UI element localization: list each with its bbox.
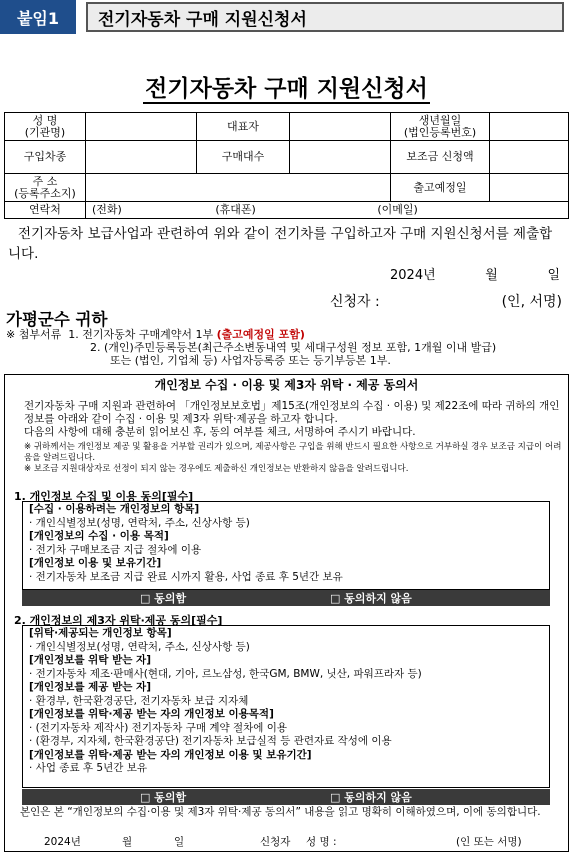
application-statement: 전기자동차 보급사업과 관련하여 위와 같이 전기차를 구입하고자 구매 지원신청서를 제출합니다. xyxy=(8,226,553,262)
header-title-box xyxy=(86,2,564,32)
sign-day: 일 xyxy=(174,836,185,848)
attach-item2-b: 또는 (법인, 기업체 등) 사업자등록증 또는 등기부등본 1부. xyxy=(110,354,391,367)
consent-intro-1: 전기자동차 구매 지원과 관련하여 「개인정보보호법」제15조(개인정보의 수집 · 이용) 및 제22조에 따라 귀하의 개인정보를 아래와 같이 수집 · 이용 및 제3자 위탁·제공을 하고자 합니다. xyxy=(24,400,560,425)
consent-note-2: ※ 보조금 지원대상자로 선정이 되지 않는 경우에도 제출하신 개인정보는 반환하지 않음을 알려드립니다. xyxy=(24,464,409,474)
birth-input-cell[interactable] xyxy=(490,113,569,141)
sec1-heading-items: [수집 · 이용하려는 개인정보의 항목] xyxy=(29,503,200,515)
attachments xyxy=(6,328,566,367)
name-label-cell xyxy=(5,113,86,141)
sign-stamp: (인 또는 서명) xyxy=(456,836,522,848)
consent-intro-2: 다음의 사항에 대해 충분히 읽어보신 후, 동의 여부를 체크, 서명하여 주시기 바랍니다. xyxy=(24,426,416,438)
date-day: 일 xyxy=(547,268,560,283)
birth-sublabel: (법인등록번호) xyxy=(403,125,477,139)
sec2-value-purpose-a: · (전기자동차 제작사) 전기자동차 구매 계약 절차에 이용 xyxy=(29,721,288,734)
sec1-value-purpose: · 전기차 구매보조금 지급 절차에 이용 xyxy=(29,543,202,556)
sec2-heading-purpose: [개인정보를 위탁·제공 받는 자의 개인정보 이용목적] xyxy=(29,708,274,720)
sec1-heading-purpose: [개인정보의 수집 · 이용 목적] xyxy=(29,530,169,542)
address-label: 주 소 xyxy=(32,174,58,188)
applicant-label: 신청자 : xyxy=(330,294,380,310)
consent-title: 개인정보 수집 · 이용 및 제3자 위탁 · 제공 동의서 xyxy=(154,378,419,392)
attach-item1: 1. 전기자동차 구매계약서 1부 xyxy=(68,328,214,341)
consent-intro xyxy=(24,400,564,439)
sec2-value-period: · 사업 종료 후 5년간 보유 xyxy=(29,762,147,774)
subsidy-label: 보조금 신청액 xyxy=(391,141,490,174)
section1-box xyxy=(22,501,550,590)
sign-applicant: 신청자 xyxy=(260,836,291,848)
contact-input-cell[interactable] xyxy=(86,202,569,219)
applicant-sign: (인, 서명) xyxy=(501,294,562,310)
subsidy-input-cell[interactable] xyxy=(490,141,569,174)
birth-label: 생년월일 xyxy=(418,113,462,127)
sec1-heading-period: [개인정보 이용 및 보유기간] xyxy=(29,557,162,569)
sec1-disagree-checkbox[interactable]: □ 동의하지 않음 xyxy=(330,592,412,605)
qty-label: 구매대수 xyxy=(197,141,290,174)
sign-year: 2024년 xyxy=(44,836,81,848)
date-year: 2024년 xyxy=(390,268,436,283)
mobile-label: (휴대폰) xyxy=(215,203,256,216)
attach-item1-note: (출고예정일 포함) xyxy=(216,328,305,341)
sec1-value-period: · 전기자동차 보조금 지급 완료 시까지 활용, 사업 종료 후 5년간 보유 xyxy=(29,570,343,583)
document-title xyxy=(0,70,573,103)
consent-note-1: ※ 귀하께서는 개인정보 제공 및 활용을 거부할 권리가 있으며, 제공사항은 구입을 위해 반드시 필요한 사항으로 거부하실 경우 보조금 지급이 어려움을 알려드립니다. xyxy=(24,442,562,463)
section2-title: 2. 개인정보의 제3자 위탁·제공 동의[필수] xyxy=(14,614,223,627)
qty-input-cell[interactable] xyxy=(290,141,391,174)
section2-agree-bar xyxy=(22,789,550,805)
name-input-cell[interactable] xyxy=(86,113,197,141)
sec2-agree-checkbox[interactable]: □ 동의함 xyxy=(140,791,187,804)
address-input-cell[interactable] xyxy=(86,174,391,202)
email-label: (이메일) xyxy=(377,203,418,216)
date-month: 월 xyxy=(485,268,498,283)
consent-final-statement: 본인은 본 “개인정보의 수집·이용 및 제3자 위탁·제공 동의서” 내용을 읽고 명확히 이해하였으며, 이에 동의합니다. xyxy=(20,806,541,818)
sign-month: 월 xyxy=(122,836,133,848)
recipient: 가평군수 귀하 xyxy=(6,310,108,329)
delivery-input-cell[interactable] xyxy=(490,174,569,202)
sec2-value-recipient: · 환경부, 한국환경공단, 전기자동차 보급 지자체 xyxy=(29,694,249,707)
sec2-value-purpose-b: · (환경부, 지자체, 한국환경공단) 전기자동차 보급실적 등 관련자료 작성에 이용 xyxy=(29,735,392,747)
phone-label: (전화) xyxy=(92,203,122,216)
rep-label: 대표자 xyxy=(197,113,290,141)
applicant-info-table xyxy=(4,112,569,219)
sec2-value-entrustee: · 전기자동차 제조·판매사(현대, 기아, 르노삼성, 한국GM, BMW, 닛산, 파워프라자 등) xyxy=(29,667,422,680)
consent-notes xyxy=(24,442,564,475)
section1-title: 1. 개인정보 수집 및 이용 동의[필수] xyxy=(14,490,194,503)
sec2-disagree-checkbox[interactable]: □ 동의하지 않음 xyxy=(330,791,412,804)
car-type-input-cell[interactable] xyxy=(86,141,197,174)
applicant-signature-line xyxy=(330,291,562,311)
address-sublabel: (등록주소지) xyxy=(14,186,76,200)
attach-item2-a: 2. (개인)주민등록등본(최근주소변동내역 및 세대구성원 정보 포함, 1개월 이내 발급) xyxy=(90,341,497,354)
sec2-heading-entrustee: [개인정보를 위탁 받는 자] xyxy=(29,654,151,666)
attachment-tag: 붙임1 xyxy=(0,0,76,34)
sec1-value-items: · 개인식별정보(성명, 연락처, 주소, 신상사항 등) xyxy=(29,516,250,529)
sec1-agree-checkbox[interactable]: □ 동의함 xyxy=(140,592,187,605)
application-date xyxy=(390,264,560,283)
sec2-value-items: · 개인식별정보(성명, 연락처, 주소, 신상사항 등) xyxy=(29,640,250,653)
header-title: 전기자동차 구매 지원신청서 xyxy=(98,9,307,30)
sec2-heading-period: [개인정보를 위탁·제공 받는 자의 개인정보 이용 및 보유기간] xyxy=(29,748,312,761)
contact-label: 연락처 xyxy=(5,202,86,219)
document-title-text: 전기자동차 구매 지원신청서 xyxy=(145,76,428,102)
car-type-label: 구입차종 xyxy=(5,141,86,174)
name-label: 성 명 xyxy=(32,113,58,127)
address-label-cell xyxy=(5,174,86,202)
attach-label: ※ 첨부서류 xyxy=(6,328,62,341)
consent-signature-line xyxy=(44,834,564,849)
sign-name: 성 명 : xyxy=(306,836,337,848)
name-sublabel: (기관명) xyxy=(24,125,66,139)
delivery-label: 출고예정일 xyxy=(391,174,490,202)
sec2-heading-items: [위탁·제공되는 개인정보 항목] xyxy=(29,627,172,639)
birth-label-cell xyxy=(391,113,490,141)
rep-input-cell[interactable] xyxy=(290,113,391,141)
sec2-heading-recipient: [개인정보를 제공 받는 자] xyxy=(29,681,151,693)
section2-box xyxy=(22,625,550,788)
section1-agree-bar xyxy=(22,590,550,606)
